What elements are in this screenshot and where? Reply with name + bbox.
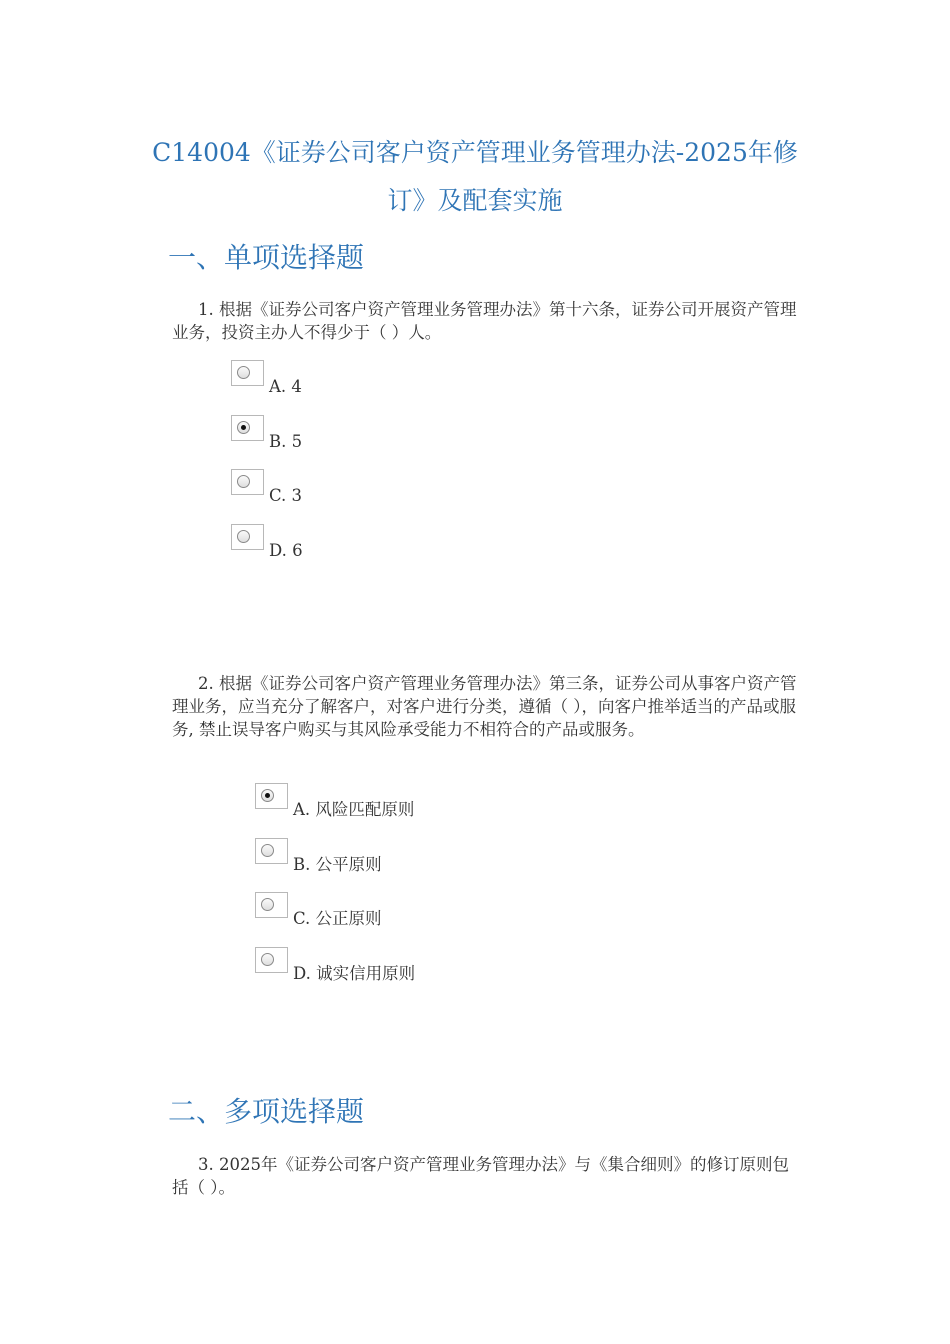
radio-button[interactable] xyxy=(255,947,288,973)
option-label: B. 5 xyxy=(269,432,303,451)
radio-button[interactable] xyxy=(255,838,288,864)
question-1-text: 1. 根据《证券公司客户资产管理业务管理办法》第十六条，证券公司开展资产管理业务，投资主办人不得少于（ ）人。 xyxy=(172,300,797,342)
radio-button[interactable] xyxy=(255,783,288,809)
radio-icon xyxy=(261,844,274,857)
radio-button[interactable] xyxy=(231,415,264,441)
radio-button[interactable] xyxy=(255,892,288,918)
question-2-text: 2. 根据《证券公司客户资产管理业务管理办法》第三条，证券公司从事客户资产管理业务，应当充分了解客户，对客户进行分类，遵循（ ），向客户推举适当的产品或服务, 禁止误导客户购买与其风险承受能力不相符合的产品或服务。 xyxy=(172,674,797,739)
radio-icon xyxy=(261,898,274,911)
radio-icon xyxy=(237,366,250,379)
radio-icon xyxy=(237,475,250,488)
section-heading-single-choice: 一、单项选择题 xyxy=(168,241,365,274)
question-3-text: 3. 2025年《证券公司客户资产管理业务管理办法》与《集合细则》的修订原则包括（ ）。 xyxy=(172,1155,789,1197)
radio-selected-icon xyxy=(261,789,274,802)
option-label: D. 诚实信用原则 xyxy=(293,964,416,983)
title-line-2: 订》及配套实施 xyxy=(387,186,563,215)
option-label: C. 3 xyxy=(269,486,303,505)
section-heading-multiple-choice: 二、多项选择题 xyxy=(168,1095,365,1128)
radio-icon xyxy=(261,953,274,966)
option-label: A. 风险匹配原则 xyxy=(293,800,415,819)
radio-selected-icon xyxy=(237,421,250,434)
option-label: D. 6 xyxy=(269,541,303,560)
title-line-1: C14004《证券公司客户资产管理业务管理办法-2025年修 xyxy=(152,138,798,167)
option-label: B. 公平原则 xyxy=(293,855,382,874)
radio-button[interactable] xyxy=(231,524,264,550)
radio-icon xyxy=(237,530,250,543)
option-label: A. 4 xyxy=(269,377,302,396)
option-label: C. 公正原则 xyxy=(293,909,382,928)
radio-button[interactable] xyxy=(231,360,264,386)
radio-button[interactable] xyxy=(231,469,264,495)
